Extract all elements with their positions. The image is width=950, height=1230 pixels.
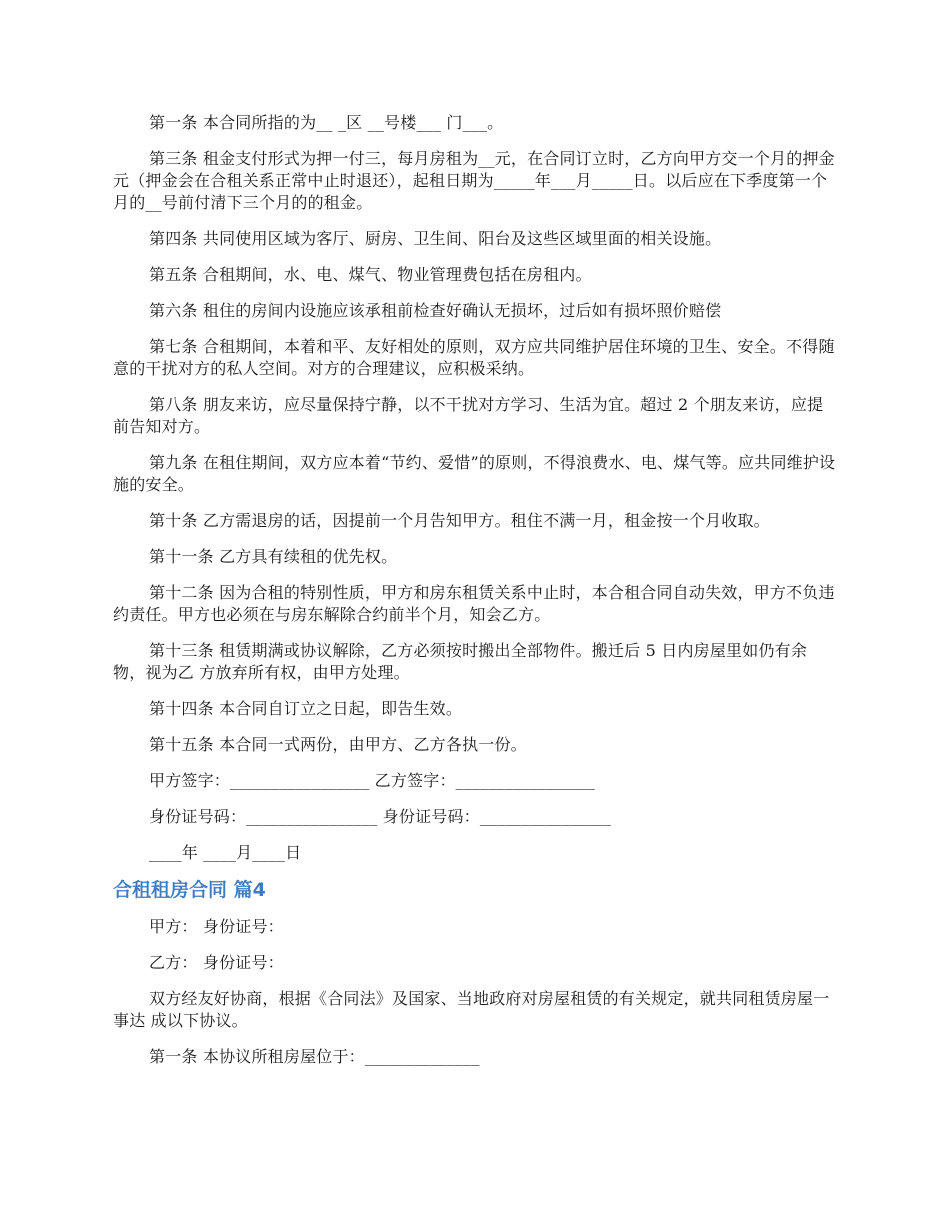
party-a-line: 甲方： 身份证号： [149, 917, 284, 936]
clause-10-move-out: 第十条 乙方需退房的话，因提前一个月告知甲方。租住不满一月，租金按一个月收取。 [149, 511, 770, 530]
clause-8-visitors: 第八条 朋友来访，应尽量保持宁静，以不干扰对方学习、生活为宜。超过 2 个朋友来访，应提前告知对方。 [113, 395, 824, 436]
clause-12-termination: 第十二条 因为合租的特别性质，甲方和房东租赁关系中止时，本合租合同自动失效，甲方不负违约责任。甲方也必须在与房东解除合约前半个月，知会乙方。 [113, 583, 835, 624]
clause-6-facilities: 第六条 租住的房间内设施应该承租前检查好确认无损坏，过后如有损坏照价赔偿 [149, 301, 722, 320]
clause-5-utilities: 第五条 合租期间，水、电、煤气、物业管理费包括在房租内。 [149, 265, 592, 284]
clause-7-cohabitation: 第七条 合租期间，本着和平、友好相处的原则，双方应共同维护居住环境的卫生、安全。不得随意的干扰对方的私人空间。对方的合理建议，应积极采纳。 [113, 337, 835, 378]
clause-11-renewal: 第十一条 乙方具有续租的优先权。 [149, 547, 398, 566]
clause-13-expiry: 第十三条 租赁期满或协议解除，乙方必须按时搬出全部物件。搬迁后 5 日内房屋里如仍有余物，视为乙 方放弃所有权，由甲方处理。 [113, 641, 808, 682]
clause-15-copies: 第十五条 本合同一式两份，由甲方、乙方各执一份。 [149, 735, 527, 754]
clause-4-shared-areas: 第四条 共同使用区域为客厅、厨房、卫生间、阳台及这些区域里面的相关设施。 [149, 229, 722, 248]
section-heading: 合租租房合同 篇4 [113, 879, 266, 901]
id-number-line: 身份证号码：________________ 身份证号码：________________ [149, 807, 612, 826]
clause-1-location: 第一条 本合同所指的为__ _区 __号楼___ 门___。 [149, 113, 504, 132]
clause-14-effective: 第十四条 本合同自订立之日起，即告生效。 [149, 699, 463, 718]
clause-1-property-location: 第一条 本协议所租房屋位于：______________ [149, 1047, 480, 1066]
signature-line: 甲方签字：_________________ 乙方签字：_________________ [149, 771, 596, 790]
clause-3-rent-payment: 第三条 租金支付形式为押一付三，每月房租为__元，在合同订立时，乙方向甲方交一个月的押金 元（押金会在合租关系正常中止时退还），起租日期为_____年___月_____日。以后应在下季度第一个月的__号前付清下三个月的的租金。 [113, 149, 835, 212]
party-b-line: 乙方： 身份证号： [149, 953, 284, 972]
date-line: ____年 ____月____日 [149, 843, 302, 862]
agreement-intro: 双方经友好协商，根据《合同法》及国家、当地政府对房屋租赁的有关规定，就共同租赁房屋一事达 成以下协议。 [113, 989, 830, 1030]
clause-9-conservation: 第九条 在租住期间，双方应本着“节约、爱惜”的原则，不得浪费水、电、煤气等。应共同维护设施的安全。 [113, 453, 836, 494]
document-body [113, 112, 839, 1082]
